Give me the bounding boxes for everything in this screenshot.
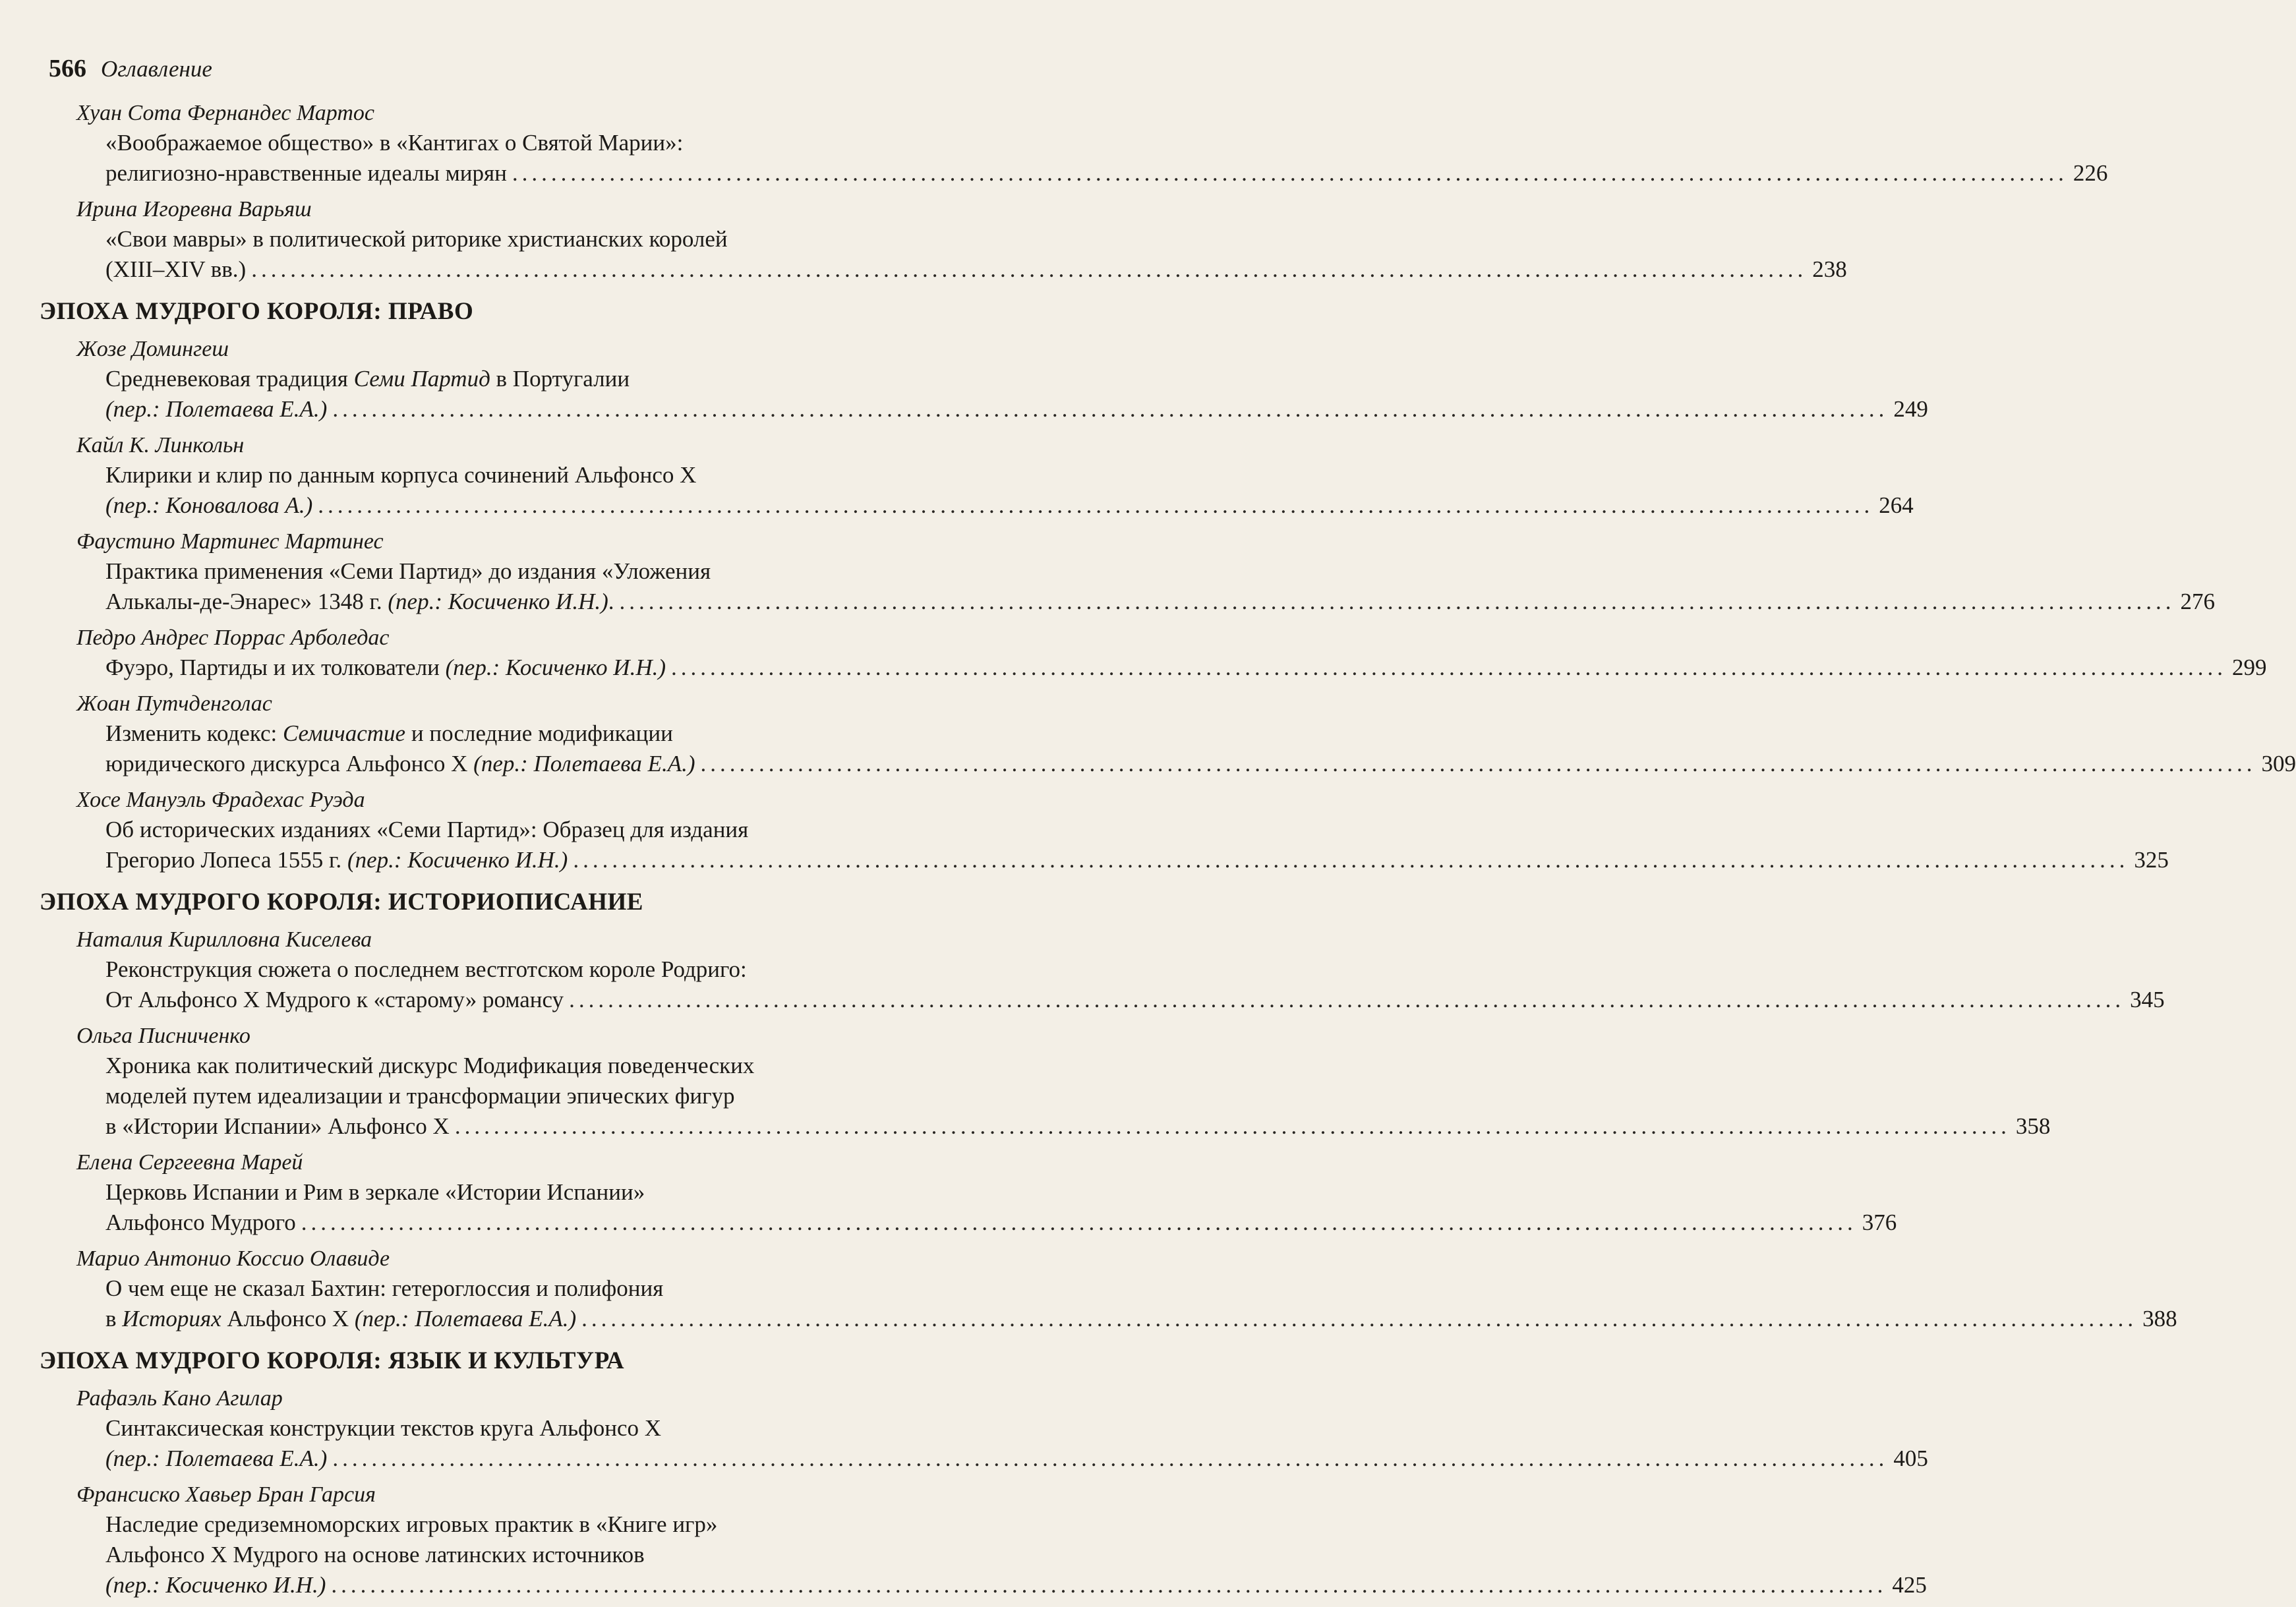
entry-title-line bbox=[40, 490, 1914, 521]
dot-leader: ................................................................................................................................................................ bbox=[318, 492, 1874, 518]
entry-title-line bbox=[40, 1444, 1928, 1474]
entry-author: Франсиско Хавьер Бран Гарсия bbox=[76, 1482, 376, 1507]
text-segment: в «Истории Испании» Альфонсо X bbox=[105, 1113, 450, 1139]
toc-entry bbox=[40, 786, 2169, 875]
entry-title-text bbox=[105, 158, 507, 189]
toc-entry bbox=[40, 195, 1847, 285]
entry-page-number: 325 bbox=[2134, 847, 2169, 873]
text-segment: Синтаксическая конструкции текстов круга Альфонсо X bbox=[105, 1415, 662, 1441]
entry-title-line bbox=[40, 954, 944, 985]
entry-title-line bbox=[40, 815, 944, 845]
entry-title-line bbox=[40, 1509, 944, 1540]
entry-title-line bbox=[40, 587, 2216, 617]
entry-title-text bbox=[105, 1304, 576, 1334]
section-title: ЭПОХА МУДРОГО КОРОЛЯ: ИСТОРИОПИСАНИЕ bbox=[40, 889, 643, 916]
entry-title-text bbox=[105, 749, 695, 779]
entry-author: Кайл К. Линкольн bbox=[76, 433, 245, 457]
toc-section bbox=[40, 887, 2177, 1334]
text-segment: моделей путем идеализации и трансформации эпических фигур bbox=[105, 1083, 735, 1109]
entry-page-number: 249 bbox=[1893, 396, 1928, 422]
entry-author: Наталия Кирилловна Киселева bbox=[76, 927, 372, 952]
entry-title-text bbox=[105, 490, 312, 521]
entry-title-line bbox=[40, 1177, 944, 1208]
toc-entry bbox=[40, 335, 1928, 424]
entry-page-number: 388 bbox=[2142, 1306, 2177, 1331]
text-segment: Церковь Испании и Рим в зеркале «Истории Испании» bbox=[105, 1179, 645, 1205]
text-segment: Хроника как политический дискурс Модификация поведенческих bbox=[105, 1053, 755, 1078]
entry-title-line bbox=[40, 158, 2108, 189]
text-segment: Средневековая традиция bbox=[105, 366, 354, 392]
entry-title-line bbox=[40, 364, 944, 394]
text-segment: (XIII–XIV вв.) bbox=[105, 256, 247, 282]
toc-entry bbox=[40, 99, 2108, 189]
text-segment: Грегорио Лопеса 1555 г. bbox=[105, 847, 347, 873]
entry-title-line bbox=[40, 128, 944, 158]
text-segment: Алькалы-де-Энарес» 1348 г. bbox=[105, 589, 388, 614]
entry-page-number: 358 bbox=[2015, 1113, 2051, 1139]
toc-entry bbox=[40, 1022, 2051, 1142]
dot-leader: ................................................................................................................................................................ bbox=[332, 1446, 1889, 1471]
text-segment: Альфонсо X bbox=[221, 1306, 355, 1331]
entry-title-line bbox=[40, 1208, 1897, 1238]
text-segment: Альфонсо Мудрого bbox=[105, 1210, 296, 1235]
entry-title-line bbox=[40, 1304, 2177, 1334]
entry-title-line bbox=[40, 254, 1847, 285]
text-segment: религиозно-нравственные идеалы мирян bbox=[105, 160, 507, 186]
dot-leader: ................................................................................................................................................................ bbox=[301, 1210, 1857, 1235]
dot-leader: ................................................................................................................................................................ bbox=[332, 396, 1889, 422]
entry-author: Елена Сергеевна Марей bbox=[76, 1150, 303, 1175]
toc-entry bbox=[40, 624, 2267, 683]
entry-author: Фаустино Мартинес Мартинес bbox=[76, 529, 384, 554]
entry-title-text bbox=[105, 1570, 326, 1600]
entry-page-number: 299 bbox=[2232, 655, 2267, 680]
entry-title-text bbox=[105, 985, 564, 1015]
entry-author: Хуан Сота Фернандес Мартос bbox=[76, 101, 374, 125]
entry-title-line bbox=[40, 749, 2296, 779]
toc-entry bbox=[40, 1244, 2177, 1334]
entry-author: Марио Антонио Коссио Олавиде bbox=[76, 1246, 390, 1271]
text-segment: Практика применения «Семи Партид» до издания «Уложения bbox=[105, 558, 711, 584]
entry-page-number: 238 bbox=[1812, 256, 1847, 282]
text-segment: От Альфонсо X Мудрого к «старому» романсу bbox=[105, 987, 564, 1012]
entry-title-line bbox=[40, 845, 2169, 875]
section-title: ЭПОХА МУДРОГО КОРОЛЯ: ЯЗЫК И КУЛЬТУРА bbox=[40, 1347, 625, 1374]
entry-title-text bbox=[105, 394, 327, 424]
text-segment: «Свои мавры» в политической риторике христианских королей bbox=[105, 226, 728, 252]
dot-leader: ................................................................................................................................................................ bbox=[700, 751, 2256, 776]
text-segment: Наследие средиземноморских игровых практик в «Книге игр» bbox=[105, 1511, 718, 1537]
entry-title-text bbox=[105, 845, 568, 875]
text-segment: Клирики и клир по данным корпуса сочинений Альфонсо X bbox=[105, 462, 697, 488]
entry-title-line bbox=[40, 1413, 944, 1444]
text-segment: и последние модификации bbox=[405, 720, 673, 746]
entry-page-number: 376 bbox=[1862, 1210, 1897, 1235]
italic-text: Семи Партид bbox=[353, 366, 490, 392]
text-segment: «Воображаемое общество» в «Кантигах о Святой Марии»: bbox=[105, 130, 684, 156]
entry-author: Жоан Путчденголас bbox=[76, 691, 272, 716]
text-segment: Реконструкция сюжета о последнем вестготском короле Родриго: bbox=[105, 956, 747, 982]
toc-entry bbox=[40, 1480, 1927, 1600]
dot-leader: ................................................................................................................................................................ bbox=[454, 1113, 2011, 1139]
entry-page-number: 345 bbox=[2130, 987, 2165, 1012]
dot-leader: ................................................................................................................................................................ bbox=[512, 160, 2068, 186]
entry-title-line bbox=[40, 460, 944, 490]
dot-leader: ................................................................................................................................................................ bbox=[581, 1306, 2138, 1331]
entry-page-number: 264 bbox=[1879, 492, 1914, 518]
entry-title-line bbox=[40, 1111, 2051, 1142]
toc-entry bbox=[40, 527, 2216, 617]
running-title: Оглавление bbox=[101, 56, 212, 82]
toc-entry bbox=[40, 925, 2165, 1015]
page-number: 566 bbox=[49, 55, 86, 82]
entry-title-text bbox=[105, 587, 614, 617]
entry-title-line bbox=[40, 1570, 1927, 1600]
entry-title-text bbox=[105, 653, 666, 683]
italic-text: (пер.: Полетаева Е.А.) bbox=[354, 1306, 577, 1331]
entry-page-number: 276 bbox=[2180, 589, 2216, 614]
entry-title-line bbox=[40, 556, 944, 587]
text-segment: в Португалии bbox=[490, 366, 630, 392]
italic-text: (пер.: Косиченко И.Н.) bbox=[347, 847, 568, 873]
entry-title-line bbox=[40, 1051, 944, 1081]
dot-leader: ................................................................................................................................................................ bbox=[619, 589, 2175, 614]
dot-leader: ................................................................................................................................................................ bbox=[251, 256, 1808, 282]
text-segment: Фуэро, Партиды и их толкователи bbox=[105, 655, 446, 680]
italic-text: (пер.: Косиченко И.Н.) bbox=[445, 655, 666, 680]
italic-text: (пер.: Косиченко И.Н.) bbox=[105, 1572, 326, 1598]
entry-title-line bbox=[40, 394, 1928, 424]
entry-title-line bbox=[40, 985, 2165, 1015]
italic-text: (пер.: Полетаева Е.А.) bbox=[105, 396, 328, 422]
italic-text: Семичастие bbox=[282, 720, 406, 746]
text-segment: юридического дискурса Альфонсо X bbox=[105, 751, 474, 776]
dot-leader: ................................................................................................................................................................ bbox=[331, 1572, 1887, 1598]
entry-title-text bbox=[105, 1111, 450, 1142]
text-segment: Альфонсо X Мудрого на основе латинских источников bbox=[105, 1542, 645, 1567]
entry-title-text bbox=[105, 1444, 327, 1474]
entry-page-number: 309 bbox=[2261, 751, 2296, 776]
italic-text: Историях bbox=[122, 1306, 221, 1331]
dot-leader: ................................................................................................................................................................ bbox=[569, 987, 2125, 1012]
text-segment: Изменить кодекс: bbox=[105, 720, 283, 746]
entry-page-number: 405 bbox=[1893, 1446, 1928, 1471]
running-head bbox=[49, 54, 212, 83]
entry-title-line bbox=[40, 1081, 944, 1111]
toc-entry bbox=[40, 431, 1914, 521]
italic-text: (пер.: Коновалова А.) bbox=[105, 492, 313, 518]
entry-title-line bbox=[40, 1273, 944, 1304]
italic-text: (пер.: Косиченко И.Н.) bbox=[388, 589, 608, 614]
toc-section bbox=[40, 297, 2296, 875]
entry-title-line bbox=[40, 718, 944, 749]
entry-page-number: 226 bbox=[2073, 160, 2108, 186]
section-title: ЭПОХА МУДРОГО КОРОЛЯ: ПРАВО bbox=[40, 298, 474, 325]
italic-text: (пер.: Полетаева Е.А.) bbox=[473, 751, 695, 776]
toc-section bbox=[40, 1346, 1928, 1600]
entry-title-line bbox=[40, 224, 944, 254]
entry-title-line bbox=[40, 1540, 944, 1570]
entry-title-line bbox=[40, 653, 2267, 683]
text-segment: . bbox=[608, 589, 614, 614]
toc-entry bbox=[40, 1148, 1897, 1238]
toc-section bbox=[40, 99, 2108, 285]
table-of-contents bbox=[40, 99, 2296, 1607]
italic-text: (пер.: Полетаева Е.А.) bbox=[105, 1446, 328, 1471]
entry-author: Рафаэль Кано Агилар bbox=[76, 1386, 283, 1411]
text-segment: Об исторических изданиях «Семи Партид»: Образец для издания bbox=[105, 817, 749, 842]
dot-leader: ................................................................................................................................................................ bbox=[671, 655, 2227, 680]
dot-leader: ................................................................................................................................................................ bbox=[573, 847, 2129, 873]
entry-author: Ирина Игоревна Варьяш bbox=[76, 197, 312, 221]
toc-entry bbox=[40, 689, 2296, 779]
entry-author: Хосе Мануэль Фрадехас Руэда bbox=[76, 788, 365, 812]
entry-author: Педро Андрес Поррас Арболедас bbox=[76, 626, 390, 650]
text-segment: О чем еще не сказал Бахтин: гетероглоссия и полифония bbox=[105, 1275, 664, 1301]
entry-author: Ольга Писниченко bbox=[76, 1024, 250, 1048]
entry-title-text bbox=[105, 254, 246, 285]
entry-title-text bbox=[105, 1208, 296, 1238]
text-segment: в bbox=[105, 1306, 123, 1331]
entry-page-number: 425 bbox=[1892, 1572, 1927, 1598]
toc-entry bbox=[40, 1384, 1928, 1474]
entry-author: Жозе Домингеш bbox=[76, 337, 229, 361]
